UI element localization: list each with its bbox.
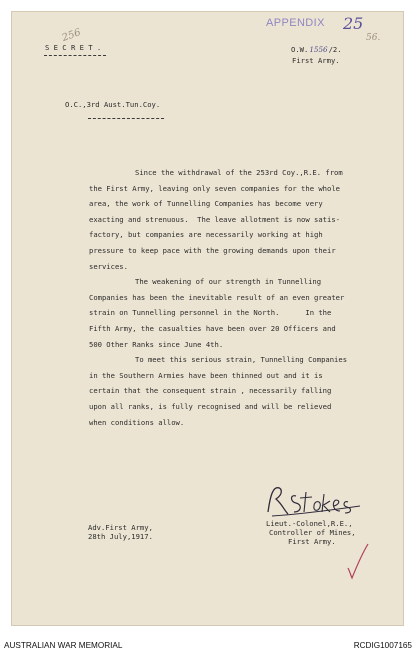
paragraph-1-line: factory, but companies are necessarily working at high bbox=[89, 230, 323, 240]
paragraph-1-line: the First Army, leaving only seven companies for the whole bbox=[89, 183, 340, 193]
paragraph-1-line: Since the withdrawal of the 253rd Coy.,R.E. from bbox=[135, 168, 343, 177]
addressee: O.C.,3rd Aust.Tun.Coy. bbox=[65, 100, 161, 109]
origin-first-army: First Army. bbox=[292, 56, 340, 65]
paragraph-3-line: when conditions allow. bbox=[89, 417, 185, 427]
signatory-rank: Lieut.-Colonel,R.E., bbox=[266, 519, 353, 528]
reference-number: 1556 bbox=[309, 45, 328, 54]
appendix-stamp-label: APPENDIX bbox=[266, 17, 325, 29]
reference-line bbox=[291, 46, 342, 53]
classification-secret: S E C R E T . bbox=[45, 43, 102, 52]
paragraph-1-line: exacting and strenuous. The leave allotment is now satis- bbox=[89, 214, 340, 224]
signatory-army: First Army. bbox=[288, 537, 336, 546]
handwritten-signature bbox=[262, 484, 382, 520]
signatory-appointment: Controller of Mines, bbox=[269, 528, 356, 537]
paragraph-2-line: 500 Other Ranks since June 4th. bbox=[89, 339, 224, 349]
paragraph-1-line: services. bbox=[89, 261, 128, 271]
sign-off-place: Adv.First Army, bbox=[88, 523, 153, 532]
addressee-underline bbox=[88, 118, 164, 119]
paragraph-2-line: strain on Tunnelling personnel in the North. In the bbox=[89, 308, 332, 318]
reference-suffix: /2. bbox=[328, 45, 342, 54]
pencil-reference-number: 256 bbox=[60, 27, 83, 44]
paragraph-2-line: Companies has been the inevitable result of an even greater bbox=[89, 292, 345, 302]
secret-underline bbox=[44, 55, 106, 56]
paragraph-1-line: pressure to keep pace with the growing demands upon their bbox=[89, 246, 336, 255]
paragraph-3-line: To meet this serious strain, Tunnelling Companies bbox=[135, 355, 348, 365]
footer-item-id: RCDIG1007165 bbox=[353, 641, 412, 650]
red-tick-mark bbox=[342, 542, 372, 582]
paragraph-3-line: upon all ranks, is fully recognised and will be relieved bbox=[89, 402, 332, 411]
pencil-folio-number: 56. bbox=[366, 33, 381, 43]
paragraph-3-line: in the Southern Armies have been thinned out and it is bbox=[89, 370, 323, 380]
appendix-stamp bbox=[266, 17, 325, 29]
paragraph-2-line: The weakening of our strength in Tunnelling bbox=[135, 277, 322, 287]
paragraph-3-line: certain that the consequent strain , necessarily falling bbox=[89, 386, 332, 396]
paragraph-1-line: area, the work of Tunnelling Companies has become very bbox=[89, 199, 323, 209]
reference-prefix: O.W. bbox=[291, 45, 309, 54]
appendix-number: 25 bbox=[343, 14, 364, 33]
footer-archive-name: AUSTRALIAN WAR MEMORIAL bbox=[4, 641, 123, 650]
sign-off-date: 28th July,1917. bbox=[88, 532, 153, 541]
paragraph-2-line: Fifth Army, the casualties have been over 20 Officers and bbox=[89, 324, 336, 333]
